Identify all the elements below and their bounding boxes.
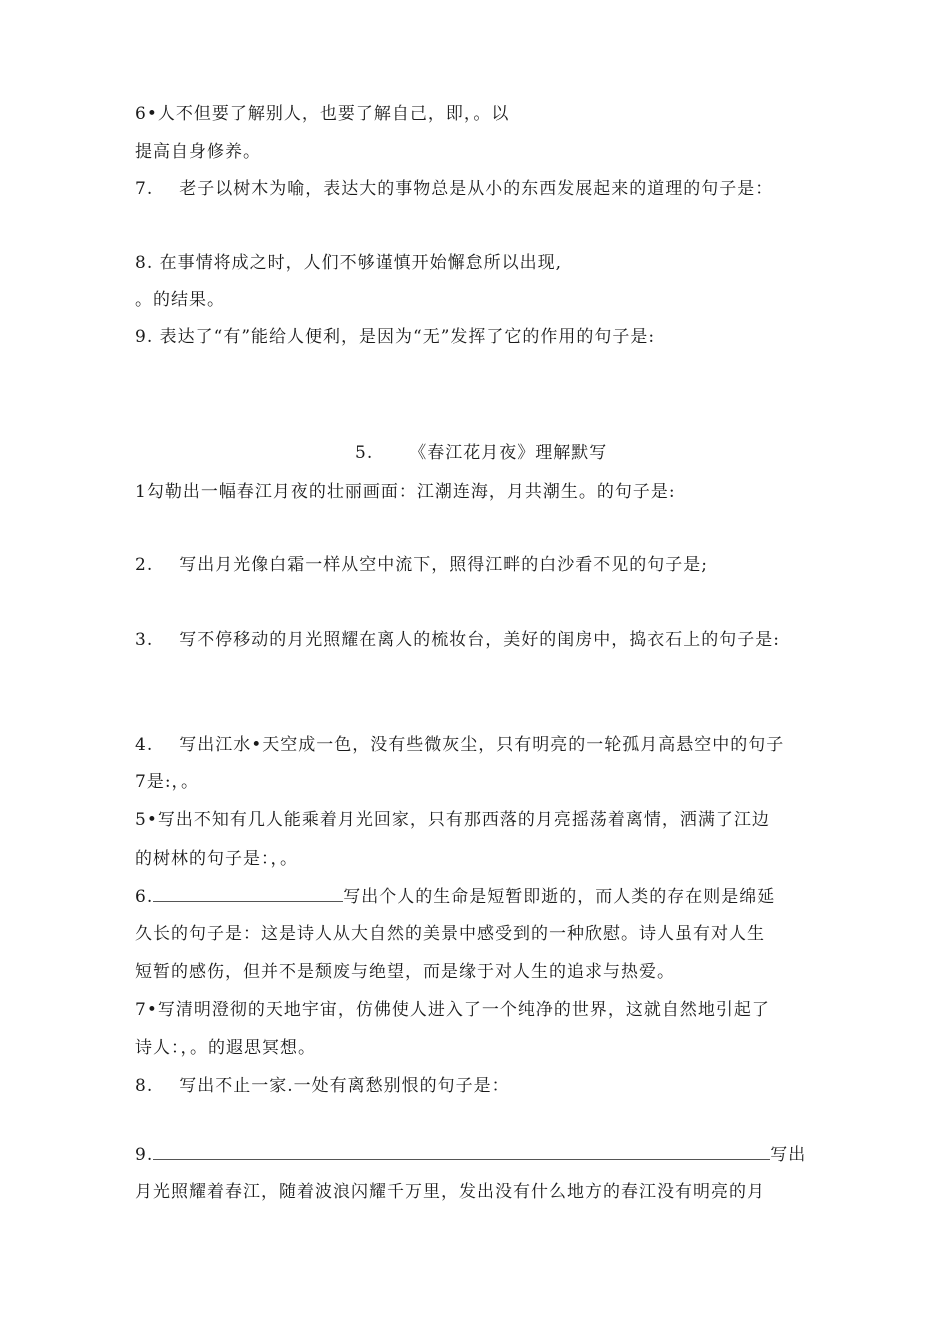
poem-question-4-line-2: 7是:，。 — [135, 772, 200, 792]
poem-question-5-line-1: 5•写出不知有几人能乘着月光回家，只有那西落的月亮摇荡着离情，洒满了江边 — [135, 810, 770, 830]
poem-question-9 — [135, 1143, 806, 1166]
question-6-line-2: 提高自身修养。 — [135, 142, 261, 162]
poem-question-7-line-1: 7•写清明澄彻的天地宇宙，仿佛使人进入了一个纯净的世界，这就自然地引起了 — [135, 1000, 770, 1020]
question-number: 6. — [135, 887, 154, 907]
question-6-line-1: 6•人不但要了解别人，也要了解自己，即，。以 — [135, 104, 510, 124]
question-text: 写出个人的生命是短暂即逝的，而人类的存在则是绵延 — [343, 887, 776, 907]
question-text: 写出江水•天空成一色，没有些微灰尘，只有明亮的一轮孤月高悬空中的句子 — [179, 735, 785, 755]
poem-question-6-line-3: 短暂的感伤，但并不是颓废与绝望，而是缘于对人生的追求与热爱。 — [135, 962, 675, 982]
answer-blank — [153, 1143, 770, 1160]
question-text: 写出月光像白霜一样从空中流下，照得江畔的白沙看不见的句子是; — [179, 555, 708, 575]
poem-question-7-line-2: 诗人：，。的遐思冥想。 — [135, 1038, 316, 1058]
question-8-line-1: 8. 在事情将成之时，人们不够谨慎开始懈怠所以出现, — [135, 253, 563, 273]
question-number: 8. — [135, 1076, 154, 1096]
question-number: 4. — [135, 735, 154, 755]
section-heading — [355, 442, 607, 464]
poem-question-6-line-2: 久长的句子是：这是诗人从大自然的美景中感受到的一种欣慰。诗人虽有对人生 — [135, 924, 765, 944]
question-number: 3. — [135, 630, 154, 650]
question-text: 老子以树木为喻，表达大的事物总是从小的东西发展起来的道理的句子是： — [179, 179, 774, 199]
poem-question-6 — [135, 885, 775, 908]
poem-question-9-line-2: 月光照耀着春江，随着波浪闪耀千万里，发出没有什么地方的春江没有明亮的月 — [135, 1182, 765, 1202]
section-title: 《春江花月夜》理解默写 — [409, 443, 608, 463]
poem-question-2 — [135, 554, 708, 576]
question-number: 7. — [135, 179, 154, 199]
question-9: 9. 表达了“有”能给人便利，是因为“无”发挥了它的作用的句子是: — [135, 327, 656, 347]
poem-question-5-line-2: 的树林的句子是：，。 — [135, 849, 298, 869]
question-7 — [135, 178, 773, 200]
poem-question-1: 1勾勒出一幅春江月夜的壮丽画面：江潮连海，月共潮生。的句子是: — [135, 482, 676, 502]
question-number: 9. — [135, 1145, 154, 1165]
section-number: 5. — [355, 443, 374, 463]
answer-blank — [153, 885, 343, 902]
question-text: 写出不止一家.一处有离愁别恨的句子是： — [179, 1076, 510, 1096]
question-8-line-2: 。的结果。 — [135, 290, 225, 310]
poem-question-8 — [135, 1075, 510, 1097]
poem-question-4 — [135, 734, 784, 756]
poem-question-3 — [135, 629, 780, 651]
question-text: 写不停移动的月光照耀在离人的梳妆台，美好的闺房中，捣衣石上的句子是: — [179, 630, 780, 650]
question-text: 写出 — [770, 1145, 807, 1165]
question-number: 2. — [135, 555, 154, 575]
